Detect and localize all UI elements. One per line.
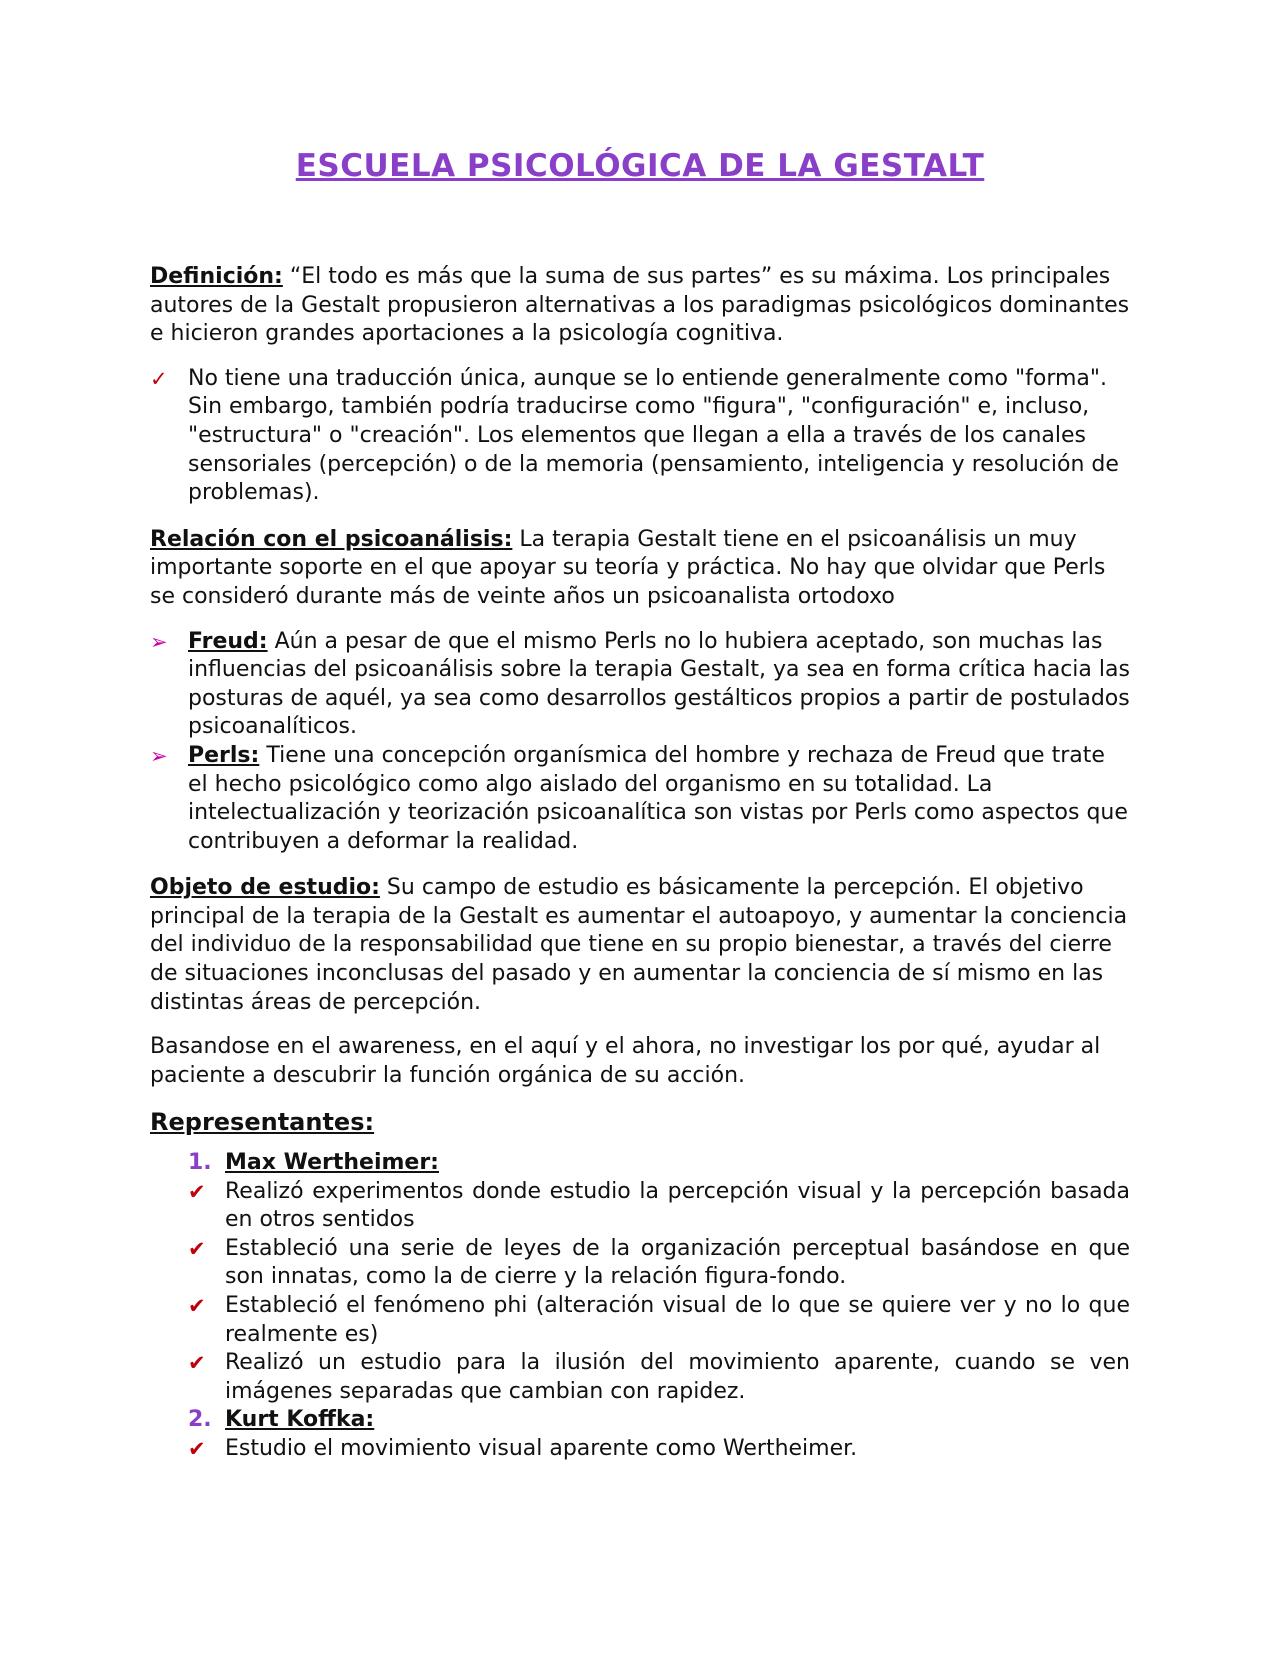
definicion-paragraph: [150, 263, 1130, 349]
list-number: 2.: [188, 1407, 212, 1433]
arrow-bullet-icon: ➢: [150, 743, 168, 768]
checkmark-icon: ✔: [188, 1236, 206, 1261]
checkmark-icon: ✔: [188, 1351, 206, 1376]
checkmark-icon: ✔: [188, 1436, 206, 1461]
checkmark-icon: ✔: [188, 1294, 206, 1318]
representante-name: Max Wertheimer:: [225, 1150, 439, 1176]
representante-heading-1: [150, 1149, 1130, 1178]
definicion-text: “El todo es más que la suma de sus partes” es su máxima. Los principales autores de la Gestalt propusieron alternativas a los paradigmas psicológicos dominantes e hicieron grandes aportaciones a la psicología cognitiva.: [150, 264, 1130, 347]
relacion-text: La terapia Gestalt tiene en el psicoanálisis un muy importante soporte en el que apoyar su teoría y práctica. No hay que olvidar que Perls se consideró durante más de veinte años un psicoanalista ortodoxo: [150, 526, 1106, 609]
objeto-paragraph: [150, 874, 1130, 1017]
awareness-paragraph: Basandose en el awareness, en el aquí y el ahora, no investigar los por qué, ayudar al paciente a descubrir la función orgánica de su acción.: [150, 1034, 1101, 1088]
list-item: ✔ Realizó experimentos donde estudio la percepción visual y la percepción basada en otros sentidos: [188, 1178, 1130, 1233]
relacion-paragraph: [150, 526, 1130, 612]
objeto-text: Su campo de estudio es básicamente la percepción. El objetivo principal de la terapia de la Gestalt es aumentar el autoapoyo, y aumentar la conciencia del individuo de la responsabilidad que tiene en su propio bienestar, a través del cierre de situaciones inconclusas del pasado y en aumentar la conciencia de sí mismo en las distintas áreas de percepción.: [150, 875, 1128, 1015]
list-item: ✔ Estableció el fenómeno phi (alteración visual de lo que se quiere ver y no lo que realmente es): [188, 1293, 1130, 1347]
definicion-bullet-text: No tiene una traducción única, aunque se lo entiende generalmente como "forma". Sin embargo, también podría traducirse como "figura", "configuración" e, incluso, "estructura" o "creación". Los elementos que llegan a ella a través de los canales sensoriales (percepción) o de la memoria (pensamiento, inteligencia y resolución de problemas).: [188, 365, 1119, 506]
definicion-label: Definición:: [150, 264, 283, 289]
representantes-heading: Representantes:: [150, 1108, 375, 1137]
page-title: ESCUELA PSICOLÓGICA DE LA GESTALT: [295, 148, 985, 184]
definicion-bullet: [150, 365, 1130, 508]
checkmark-icon: ✓: [150, 366, 168, 391]
document-body: [150, 263, 1130, 1464]
freud-label: Freud:: [188, 628, 268, 654]
checkmark-icon: ✔: [188, 1179, 206, 1204]
relacion-item-perls: [150, 742, 1130, 856]
list-item: ✔ Estudio el movimiento visual aparente como Wertheimer.: [150, 1435, 1130, 1464]
list-item: ✔ Estableció una serie de leyes de la organización perceptual basándose en que son innatas, como la de cierre y la relación figura-fondo.: [188, 1235, 1130, 1290]
perls-text: Tiene una concepción organísmica del hombre y rechaza de Freud que trate el hecho psicológico como algo aislado del organismo en su totalidad. La intelectualización y teorización psicoanalítica son vistas por Perls como aspectos que contribuyen a deformar la realidad.: [188, 742, 1128, 854]
list-number: 1.: [188, 1150, 212, 1176]
relacion-label: Relación con el psicoanálisis:: [150, 526, 513, 552]
freud-text: Aún a pesar de que el mismo Perls no lo hubiera aceptado, son muchas las influencias del psicoanálisis sobre la terapia Gestalt, ya sea en forma crítica hacia las posturas de aquél, ya sea como desarrollos gestálticos propios a partir de postulados psicoanalíticos.: [188, 628, 1130, 740]
relacion-item-freud: [150, 628, 1130, 742]
list-item: ✔ Realizó un estudio para la ilusión del movimiento aparente, cuando se ven imágenes separadas que cambian con rapidez.: [188, 1350, 1130, 1404]
objeto-label: Objeto de estudio:: [150, 875, 380, 901]
representante-name: Kurt Koffka:: [225, 1407, 375, 1433]
perls-label: Perls:: [188, 742, 260, 768]
arrow-bullet-icon: ➢: [150, 629, 168, 654]
representante-heading-2: [150, 1406, 1130, 1435]
